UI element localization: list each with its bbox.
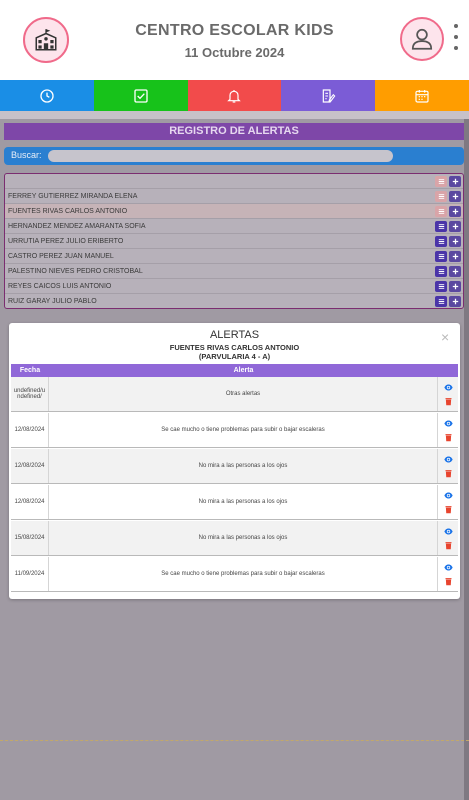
add-alert-button[interactable] bbox=[449, 176, 461, 187]
column-header-actions bbox=[438, 364, 458, 377]
row-actions bbox=[438, 413, 458, 447]
student-name: FUENTES RIVAS CARLOS ANTONIO bbox=[8, 207, 128, 215]
add-alert-button[interactable] bbox=[449, 206, 461, 217]
modal-class-name: (PARVULARIA 4 - A) bbox=[198, 352, 271, 361]
alert-text: Otras alertas bbox=[49, 377, 438, 411]
list-icon bbox=[437, 282, 446, 291]
plus-icon bbox=[451, 207, 460, 216]
add-alert-button[interactable] bbox=[449, 251, 461, 262]
view-alerts-button[interactable] bbox=[435, 191, 447, 202]
student-list bbox=[4, 173, 464, 309]
table-row bbox=[11, 485, 458, 520]
list-icon bbox=[437, 177, 446, 186]
search-label: Buscar: bbox=[11, 150, 42, 160]
alert-date: 11/09/2024 bbox=[11, 557, 49, 591]
add-alert-button[interactable] bbox=[449, 281, 461, 292]
row-actions bbox=[438, 485, 458, 519]
plus-icon bbox=[451, 267, 460, 276]
list-item-selected bbox=[5, 204, 463, 219]
row-actions bbox=[438, 377, 458, 411]
list-item bbox=[5, 249, 463, 264]
scrollbar-track[interactable] bbox=[464, 119, 469, 800]
add-alert-button[interactable] bbox=[449, 266, 461, 277]
kebab-menu-icon[interactable] bbox=[451, 24, 461, 50]
view-alerts-button[interactable] bbox=[435, 251, 447, 262]
app-header bbox=[0, 0, 469, 80]
alert-text: Se cae mucho o tiene problemas para subir o bajar escaleras bbox=[49, 557, 438, 591]
list-item bbox=[5, 279, 463, 294]
user-avatar[interactable] bbox=[400, 17, 444, 61]
plus-icon bbox=[451, 252, 460, 261]
alert-date: undefined/undefined/ bbox=[11, 377, 49, 411]
divider-line bbox=[0, 740, 469, 741]
view-alerts-button[interactable] bbox=[435, 176, 447, 187]
plus-icon bbox=[451, 222, 460, 231]
trash-icon[interactable] bbox=[444, 433, 453, 442]
eye-icon[interactable] bbox=[444, 455, 453, 464]
table-row bbox=[11, 521, 458, 556]
table-row bbox=[11, 413, 458, 448]
view-alerts-button[interactable] bbox=[435, 266, 447, 277]
list-icon bbox=[437, 237, 446, 246]
view-alerts-button[interactable] bbox=[435, 206, 447, 217]
alert-text: No mira a las personas a los ojos bbox=[49, 449, 438, 483]
search-bar bbox=[4, 147, 464, 165]
student-name: URRUTIA PEREZ JULIO ERIBERTO bbox=[8, 237, 124, 245]
app-title: CENTRO ESCOLAR KIDS bbox=[135, 22, 334, 39]
list-item bbox=[5, 264, 463, 279]
calendar-icon bbox=[414, 88, 430, 104]
alert-date: 12/08/2024 bbox=[11, 413, 49, 447]
tab-calendar[interactable] bbox=[375, 80, 469, 111]
list-icon bbox=[437, 222, 446, 231]
column-header-fecha: Fecha bbox=[19, 367, 41, 374]
alert-text: No mira a las personas a los ojos bbox=[49, 521, 438, 555]
row-actions bbox=[438, 449, 458, 483]
search-input[interactable] bbox=[48, 150, 393, 162]
list-icon bbox=[437, 297, 446, 306]
list-icon bbox=[437, 252, 446, 261]
alert-text: Se cae mucho o tiene problemas para subir o bajar escaleras bbox=[49, 413, 438, 447]
student-name: REYES CAICOS LUIS ANTONIO bbox=[8, 282, 112, 290]
alert-text: No mira a las personas a los ojos bbox=[49, 485, 438, 519]
modal-title: ALERTAS bbox=[209, 329, 260, 341]
student-name: FERREY GUTIERREZ MIRANDA ELENA bbox=[8, 192, 138, 200]
view-alerts-button[interactable] bbox=[435, 296, 447, 307]
list-icon bbox=[437, 267, 446, 276]
eye-icon[interactable] bbox=[444, 563, 453, 572]
bell-icon bbox=[226, 88, 242, 104]
close-button[interactable]: × bbox=[441, 329, 450, 345]
row-actions bbox=[438, 557, 458, 591]
alerts-modal bbox=[9, 323, 460, 599]
divider-strip bbox=[0, 111, 469, 119]
plus-icon bbox=[451, 192, 460, 201]
checkbox-icon bbox=[133, 88, 149, 104]
main-nav bbox=[0, 80, 469, 111]
tab-alerts[interactable] bbox=[188, 80, 282, 111]
list-item bbox=[5, 294, 463, 309]
student-name: CASTRO PEREZ JUAN MANUEL bbox=[8, 252, 114, 260]
list-item bbox=[5, 219, 463, 234]
trash-icon[interactable] bbox=[444, 469, 453, 478]
user-icon bbox=[409, 26, 435, 52]
page-title: REGISTRO DE ALERTAS bbox=[4, 123, 464, 140]
trash-icon[interactable] bbox=[444, 541, 453, 550]
clock-icon bbox=[39, 88, 55, 104]
trash-icon[interactable] bbox=[444, 397, 453, 406]
add-alert-button[interactable] bbox=[449, 191, 461, 202]
alert-date: 12/08/2024 bbox=[11, 485, 49, 519]
trash-icon[interactable] bbox=[444, 505, 453, 514]
list-icon bbox=[437, 207, 446, 216]
tab-schedule[interactable] bbox=[0, 80, 94, 111]
plus-icon bbox=[451, 282, 460, 291]
student-name: PALESTINO NIEVES PEDRO CRISTOBAL bbox=[8, 267, 143, 275]
plus-icon bbox=[451, 177, 460, 186]
tab-records[interactable] bbox=[281, 80, 375, 111]
alerts-table-header bbox=[11, 364, 458, 377]
current-date: 11 Octubre 2024 bbox=[184, 45, 285, 60]
list-item bbox=[5, 174, 463, 189]
student-name: RUIZ GARAY JULIO PABLO bbox=[8, 297, 97, 305]
view-alerts-button[interactable] bbox=[435, 236, 447, 247]
eye-icon[interactable] bbox=[444, 527, 453, 536]
eye-icon[interactable] bbox=[444, 491, 453, 500]
view-alerts-button[interactable] bbox=[435, 281, 447, 292]
document-edit-icon bbox=[320, 88, 336, 104]
add-alert-button[interactable] bbox=[449, 221, 461, 232]
alert-date: 12/08/2024 bbox=[11, 449, 49, 483]
alert-date: 15/08/2024 bbox=[11, 521, 49, 555]
view-alerts-button[interactable] bbox=[435, 221, 447, 232]
list-icon bbox=[437, 192, 446, 201]
add-alert-button[interactable] bbox=[449, 236, 461, 247]
student-name: HERNANDEZ MENDEZ AMARANTA SOFIA bbox=[8, 222, 146, 230]
eye-icon[interactable] bbox=[444, 419, 453, 428]
modal-student-name: FUENTES RIVAS CARLOS ANTONIO bbox=[169, 343, 300, 352]
list-item bbox=[5, 234, 463, 249]
table-row bbox=[11, 557, 458, 592]
trash-icon[interactable] bbox=[444, 577, 453, 586]
eye-icon[interactable] bbox=[444, 383, 453, 392]
tab-attendance[interactable] bbox=[94, 80, 188, 111]
list-item bbox=[5, 189, 463, 204]
table-row bbox=[11, 377, 458, 412]
table-row bbox=[11, 449, 458, 484]
plus-icon bbox=[451, 297, 460, 306]
plus-icon bbox=[451, 237, 460, 246]
add-alert-button[interactable] bbox=[449, 296, 461, 307]
column-header-alerta: Alerta bbox=[233, 367, 254, 374]
row-actions bbox=[438, 521, 458, 555]
